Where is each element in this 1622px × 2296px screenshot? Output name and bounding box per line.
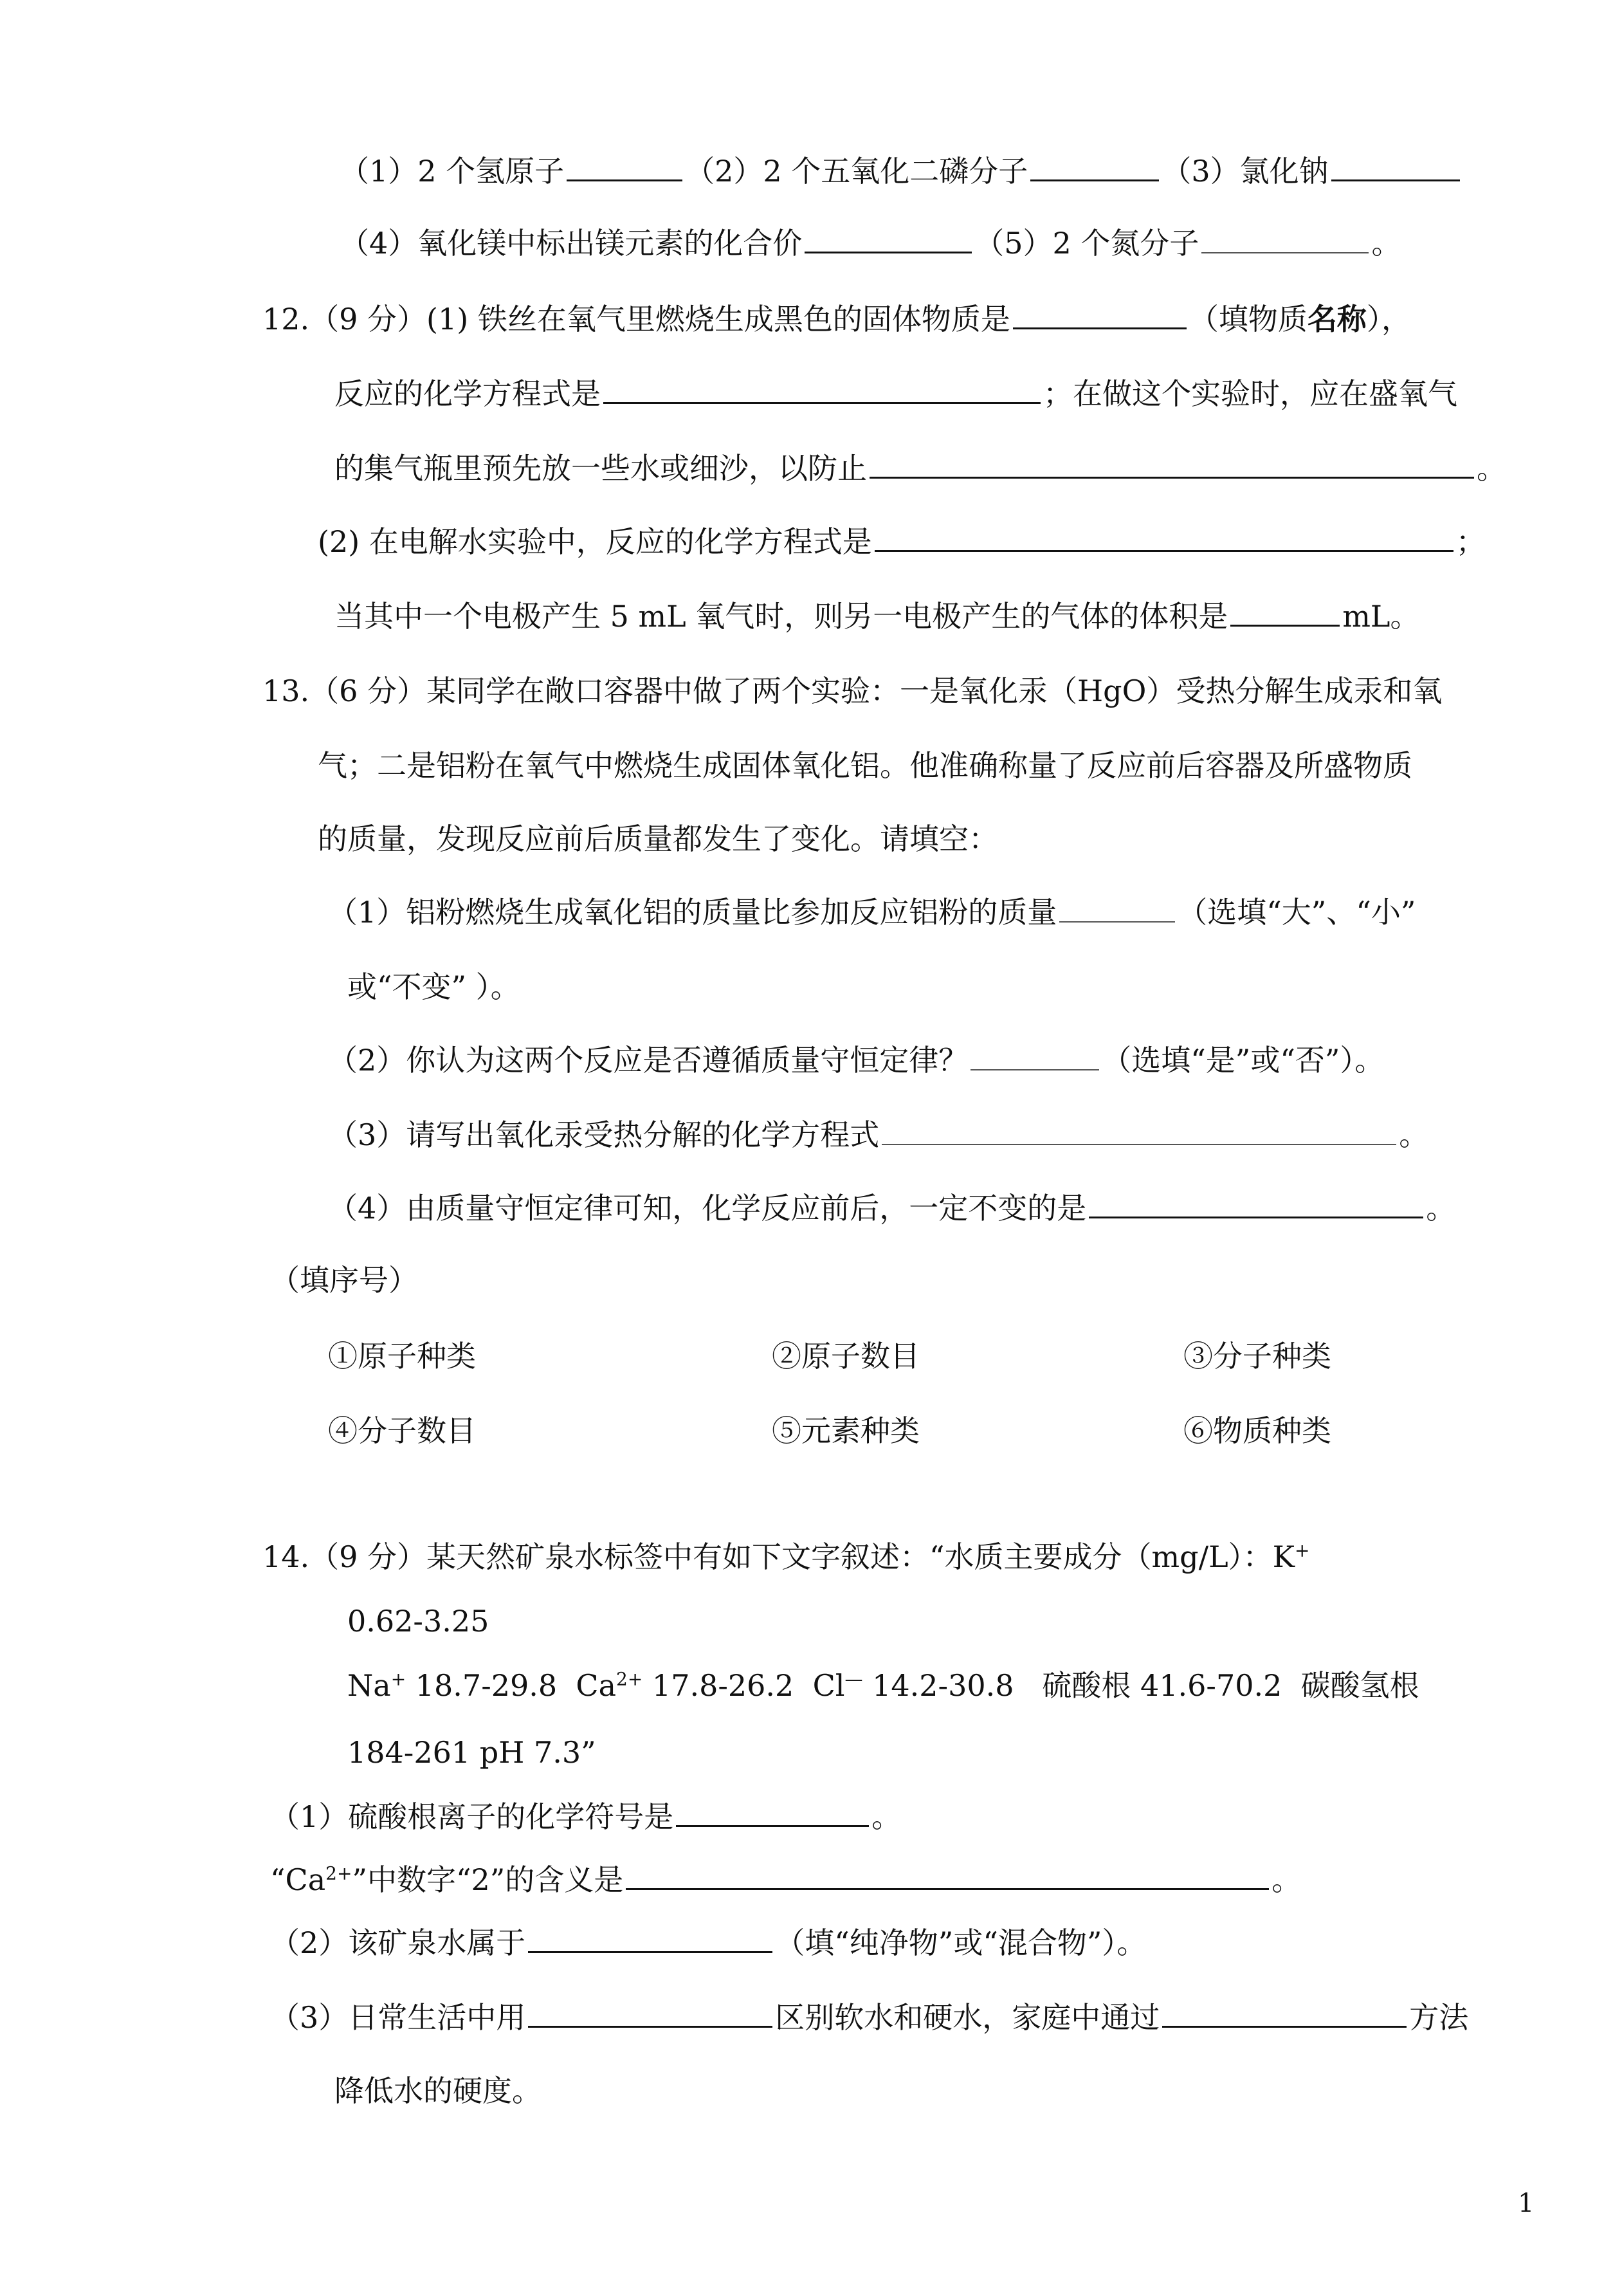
option-3: ③分子种类	[1183, 1339, 1331, 1373]
q11-line-1: （1）2 个氢原子 （2）2 个五氧化二磷分子 （3）氯化钠	[340, 152, 1463, 190]
q12-line-5: 当其中一个电极产生 5 mL 氧气时，则另一电极产生的气体的体积是 mL。	[334, 599, 1420, 634]
q11-line-2: （4）氧化镁中标出镁元素的化合价 （5）2 个氮分子 。	[340, 226, 1401, 261]
q13-sub-3: （3）请写出氧化汞受热分解的化学方程式 。	[328, 1117, 1429, 1152]
option-6: ⑥物质种类	[1183, 1413, 1331, 1448]
option-4: ④分子数目	[328, 1413, 476, 1448]
option-1: ①原子种类	[328, 1339, 476, 1373]
q13-blank-4[interactable]	[1089, 1189, 1423, 1218]
q14-blank-2[interactable]	[626, 1861, 1269, 1890]
q13-sub-1-cont: 或“不变” ）。	[347, 969, 520, 1004]
q11-blank-2[interactable]	[1030, 152, 1159, 181]
q14-blank-5[interactable]	[1162, 1999, 1407, 2028]
q14-line-1: 14.（9 分）某天然矿泉水标签中有如下文字叙述：“水质主要成分（mg/L）：K+	[262, 1539, 1310, 1574]
q13-sub-4: （4）由质量守恒定律可知，化学反应前后，一定不变的是 。	[328, 1191, 1456, 1226]
q14-sub-1: （1）硫酸根离子的化学符号是 。	[270, 1799, 902, 1834]
q14-blank-1[interactable]	[676, 1798, 869, 1827]
option-2: ②原子数目	[772, 1339, 920, 1373]
page-number: 1	[1518, 2189, 1535, 2218]
q12-blank-1[interactable]	[1013, 300, 1187, 329]
q12-blank-5[interactable]	[1230, 598, 1340, 627]
q13-sub-1: （1）铝粉燃烧生成氧化铝的质量比参加反应铝粉的质量 （选填“大”、“小”	[328, 895, 1416, 930]
q14-blank-4[interactable]	[528, 1999, 772, 2028]
q12-blank-4[interactable]	[875, 523, 1453, 552]
q13-sub-2: （2）你认为这两个反应是否遵循质量守恒定律？ （选填“是”或“否”）。	[328, 1043, 1385, 1078]
q14-blank-3[interactable]	[528, 1924, 772, 1953]
q11-blank-5[interactable]	[1201, 225, 1369, 253]
q12-blank-2[interactable]	[603, 375, 1041, 404]
q14-sub-2: （2）该矿泉水属于 （填“纯净物”或“混合物”）。	[270, 1925, 1147, 1960]
q14-sub-1-cont: “$Ca^{2+}$”中数字“2”的含义是 。	[270, 1862, 1302, 1897]
q11-blank-4[interactable]	[805, 225, 972, 253]
q14-sub-3-cont: 降低水的硬度。	[334, 2073, 542, 2108]
q13-blank-2[interactable]	[970, 1042, 1099, 1070]
q14-sub-3: （3）日常生活中用 区别软水和硬水，家庭中通过 方法	[270, 2000, 1469, 2035]
option-5: ⑤元素种类	[772, 1413, 920, 1448]
q12-line-4: (2) 在电解水实验中，反应的化学方程式是 ；	[318, 524, 1486, 559]
q13-blank-3[interactable]	[882, 1117, 1396, 1145]
q13-line-3: 的质量，发现反应前后质量都发生了变化。请填空：	[318, 822, 998, 856]
q11-blank-3[interactable]	[1331, 152, 1460, 181]
q14-line-2: 0.62-3.25	[347, 1604, 489, 1639]
q14-line-4: 184-261 pH 7.3”	[347, 1735, 596, 1770]
q13-line-2: 气；二是铝粉在氧气中燃烧生成固体氧化铝。他准确称量了反应前后容器及所盛物质	[318, 748, 1412, 783]
q12-line-2: 反应的化学方程式是 ；在做这个实验时，应在盛氧气	[334, 376, 1457, 411]
q12-line-3: 的集气瓶里预先放一些水或细沙，以防止 。	[334, 451, 1506, 486]
q14-line-3: Na+ 18.7-29.8 $Ca^{2+}$ 17.8-26.2 Cl— 14.2-30.8 硫酸根 41.6-70.2 碳酸氢根	[347, 1668, 1419, 1703]
q13-line-1: 13.（6 分）某同学在敞口容器中做了两个实验：一是氧化汞（HgO）受热分解生成汞和氧	[262, 674, 1443, 708]
q13-blank-1[interactable]	[1059, 894, 1175, 923]
q12-line-1: 12.（9 分）(1) 铁丝在氧气里燃烧生成黑色的固体物质是 （填物质名称），	[262, 302, 1411, 336]
q12-blank-3[interactable]	[870, 450, 1474, 479]
q11-blank-1[interactable]	[567, 152, 682, 181]
q13-fill-hint: （填序号）	[270, 1263, 418, 1298]
